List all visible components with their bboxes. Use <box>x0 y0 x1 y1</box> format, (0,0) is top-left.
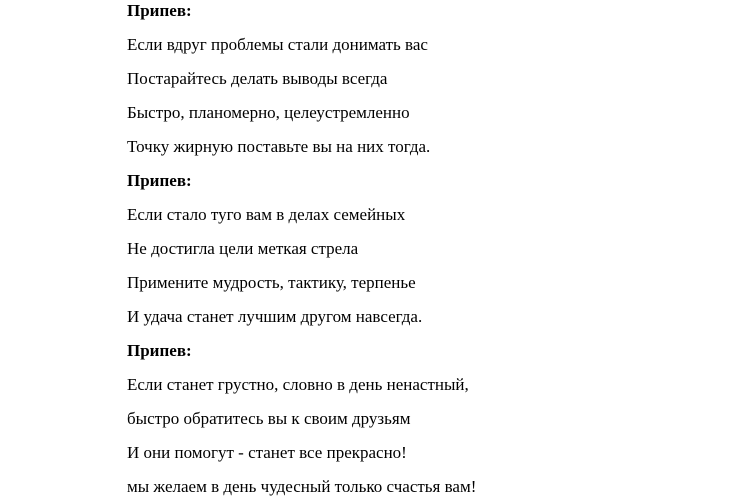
stanza-2-line-4: И удача станет лучшим другом навсегда. <box>127 307 423 326</box>
stanza-3-heading: Припев: <box>127 341 192 360</box>
stanza-1-heading: Припев: <box>127 1 192 20</box>
stanza-3-line-3: И они помогут - станет все прекрасно! <box>127 443 407 462</box>
stanza-1-line-2: Постарайтесь делать выводы всегда <box>127 69 388 88</box>
stanza-3-line-2: быстро обратитесь вы к своим друзьям <box>127 409 411 428</box>
stanza-1-line-4: Точку жирную поставьте вы на них тогда. <box>127 137 431 156</box>
stanza-2-line-2: Не достигла цели меткая стрела <box>127 239 359 258</box>
stanza-2-line-1: Если стало туго вам в делах семейных <box>127 205 406 224</box>
stanza-2-heading: Припев: <box>127 171 192 190</box>
stanza-1-line-1: Если вдруг проблемы стали донимать вас <box>127 35 428 54</box>
stanza-2-line-3: Примените мудрость, тактику, терпенье <box>127 273 416 292</box>
lyrics-document <box>127 0 727 497</box>
stanza-3-line-1: Если станет грустно, словно в день ненастный, <box>127 375 469 394</box>
stanza-1-line-3: Быстро, планомерно, целеустремленно <box>127 103 410 122</box>
stanza-3-line-4: мы желаем в день чудесный только счастья вам! <box>127 477 477 496</box>
